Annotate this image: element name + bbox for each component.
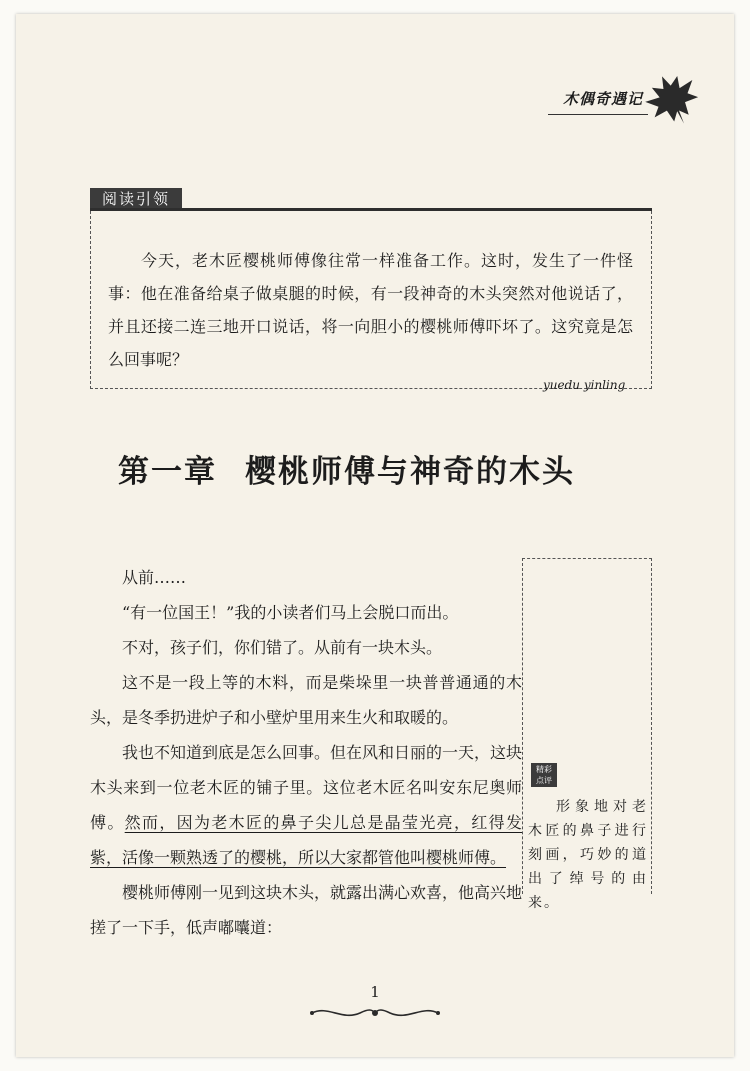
- side-note-label: [531, 763, 557, 787]
- page-number: 1: [370, 983, 380, 1001]
- paragraph-5: [90, 735, 522, 875]
- chapter-heading: [118, 446, 628, 491]
- paragraph-5-plain: 我也不知道到底是怎么回事。但在风和日丽的一天，这块木头来到一位老木匠的铺子里。这位老木匠名叫安东尼奥师傅。: [90, 743, 523, 832]
- reading-guide-tab: 阅读引领: [90, 188, 182, 210]
- paragraph-2: “有一位国王！”我的小读者们马上会脱口而出。: [122, 603, 459, 622]
- paragraph-1: 从前……: [122, 568, 187, 587]
- maple-leaf-icon: [643, 70, 703, 128]
- header-rule: [548, 114, 648, 115]
- paragraph-5-underlined: 然而，因为老木匠的鼻子尖儿总是晶莹光亮，红得发紫，活像一颗熟透了的樱桃，所以大家都管他叫樱桃师傅。: [90, 813, 522, 867]
- ornament-flourish-icon: [308, 1003, 442, 1023]
- reading-guide-pinyin: yuedu yinling: [543, 378, 626, 392]
- book-title: 木偶奇遇记: [563, 90, 644, 108]
- side-note-text: 形象地对老木匠的鼻子进行刻画，巧妙的道出了绰号的由来。: [528, 799, 648, 911]
- chapter-title: 樱桃师傅与神奇的木头: [245, 454, 575, 490]
- paragraph-3: 不对，孩子们，你们错了。从前有一块木头。: [122, 638, 443, 657]
- paragraph-4: 这不是一段上等的木料，而是柴垛里一块普普通通的木头，是冬季扔进炉子和小壁炉里用来生火和取暖的。: [90, 673, 522, 727]
- side-note-label-line1: 精彩: [536, 765, 552, 774]
- reading-guide-text: 今天，老木匠樱桃师傅像往常一样准备工作。这时，发生了一件怪事：他在准备给桌子做桌腿的时候，有一段神奇的木头突然对他说话了，并且还接二连三地开口说话，将一向胆小的樱桃师傅吓坏了。这究竟是怎么回事呢？: [108, 251, 633, 369]
- chapter-number: 第一章: [118, 454, 217, 490]
- paragraph-6: 樱桃师傅刚一见到这块木头，就露出满心欢喜，他高兴地搓了一下手，低声嘟囔道：: [90, 883, 523, 937]
- side-note-label-line2: 点评: [536, 776, 552, 785]
- chapter-body: [90, 560, 522, 945]
